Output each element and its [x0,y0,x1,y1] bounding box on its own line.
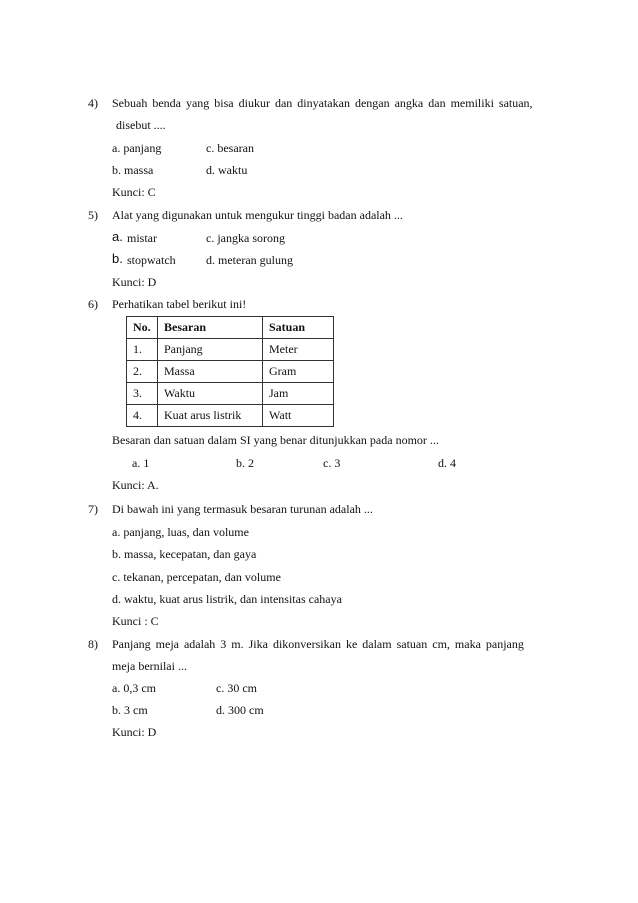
q7-option-c: c. tekanan, percepatan, dan volume [112,570,281,584]
q8-question-line2: meja bernilai ... [112,659,187,673]
table-cell: Gram [263,361,334,383]
q4-option-d: d. waktu [206,163,248,177]
table-row [127,339,334,361]
table-cell: Meter [263,339,334,361]
q4-question-line2: disebut .... [116,118,166,132]
q4-option-c: c. besaran [206,141,254,155]
q8-option-b: b. 3 cm [112,703,148,717]
table-cell: 4. [127,405,158,427]
q5-option-d: d. meteran gulung [206,253,293,267]
q6-answer-key: Kunci: A. [112,478,159,492]
q7-answer-key: Kunci : C [112,614,159,628]
q6-question: Perhatikan tabel berikut ini! [112,297,247,311]
q5-option-c: c. jangka sorong [206,231,285,245]
q6-number: 6) [88,297,98,311]
q8-answer-key: Kunci: D [112,725,157,739]
q8-option-c: c. 30 cm [216,681,257,695]
q4-option-a: a. panjang [112,141,162,155]
q6-option-c: c. 3 [323,456,341,470]
q6-option-b: b. 2 [236,456,254,470]
q8-option-a: a. 0,3 cm [112,681,156,695]
table-cell: Panjang [158,339,263,361]
table-cell: 2. [127,361,158,383]
q8-question-line1: Panjang meja adalah 3 m. Jika dikonversikan ke dalam satuan cm, maka panjang [112,637,524,651]
table-cell: Watt [263,405,334,427]
q5-option-b: stopwatch [127,253,176,267]
table-row [127,405,334,427]
q6-option-a: a. 1 [132,456,150,470]
q8-number: 8) [88,637,98,651]
quantity-unit-table [126,316,334,427]
q5-option-b-letter: b. [112,251,123,266]
q7-option-b: b. massa, kecepatan, dan gaya [112,547,257,561]
table-header: Besaran [158,317,263,339]
q7-option-a: a. panjang, luas, dan volume [112,525,249,539]
q4-number: 4) [88,96,98,110]
table-row [127,383,334,405]
q5-answer-key: Kunci: D [112,275,157,289]
q5-number: 5) [88,208,98,222]
q4-answer-key: Kunci: C [112,185,156,199]
q7-question: Di bawah ini yang termasuk besaran turunan adalah ... [112,502,373,516]
table-cell: Massa [158,361,263,383]
table-header: No. [127,317,158,339]
q8-option-d: d. 300 cm [216,703,264,717]
q6-option-d: d. 4 [438,456,456,470]
q4-option-b: b. massa [112,163,154,177]
table-header-row [127,317,334,339]
q7-number: 7) [88,502,98,516]
q5-option-a-letter: a. [112,229,123,244]
table-cell: 3. [127,383,158,405]
q5-option-a: mistar [127,231,157,245]
q7-option-d: d. waktu, kuat arus listrik, dan intensitas cahaya [112,592,342,606]
table-cell: 1. [127,339,158,361]
q5-question: Alat yang digunakan untuk mengukur tinggi badan adalah ... [112,208,403,222]
table-header: Satuan [263,317,334,339]
table-cell: Jam [263,383,334,405]
table-row [127,361,334,383]
q4-question-line1: Sebuah benda yang bisa diukur dan dinyatakan dengan angka dan memiliki satuan, [112,96,533,110]
table-cell: Waktu [158,383,263,405]
q6-question-line2: Besaran dan satuan dalam SI yang benar ditunjukkan pada nomor ... [112,433,439,447]
table-cell: Kuat arus listrik [158,405,263,427]
